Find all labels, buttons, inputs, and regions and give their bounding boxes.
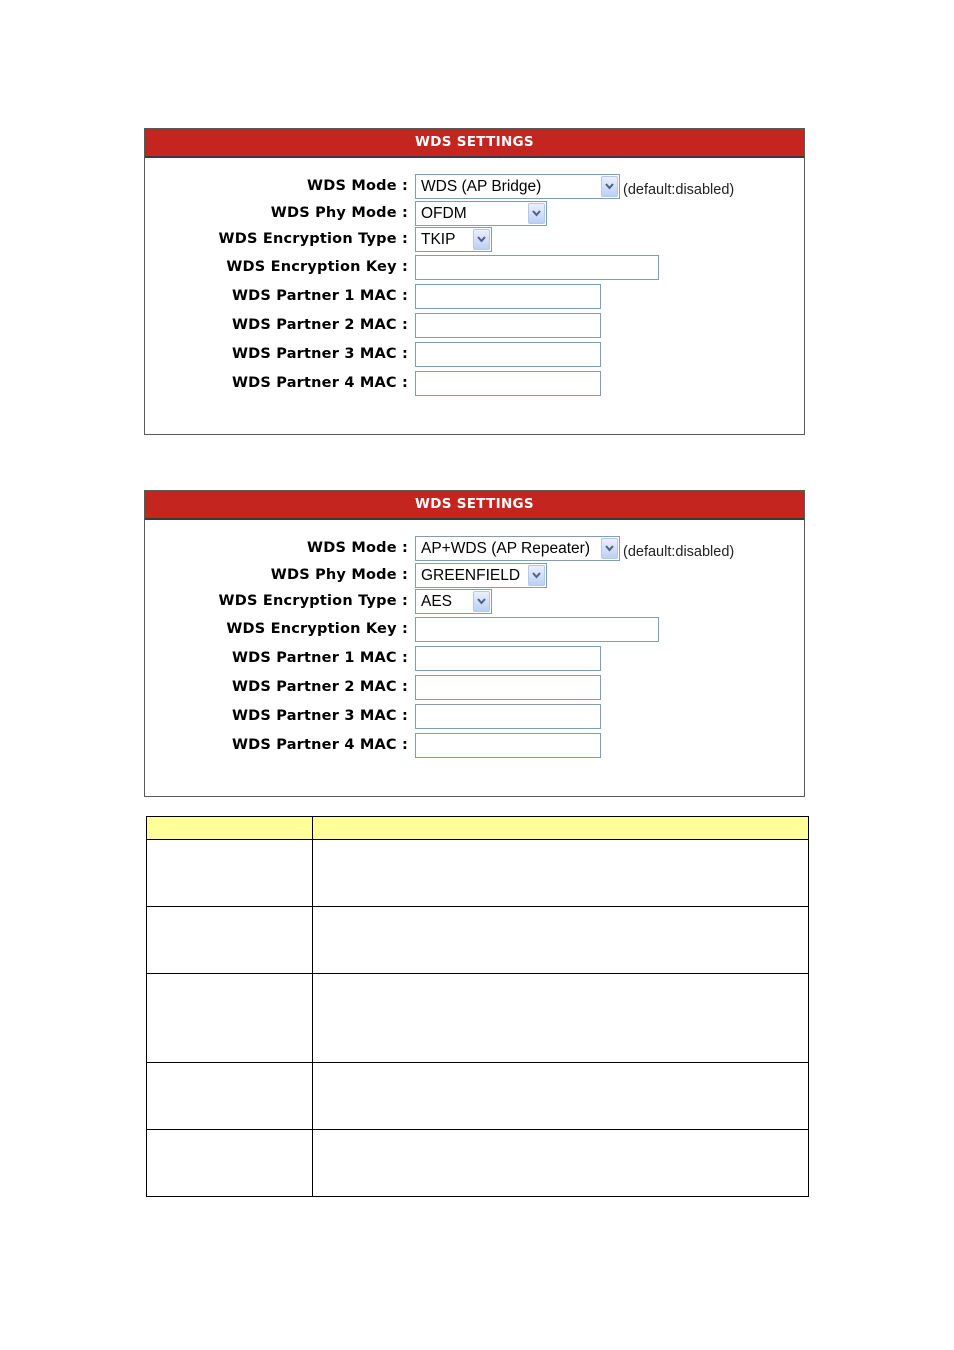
table-cell	[313, 907, 809, 974]
wds-encryption-type-select[interactable]	[415, 589, 492, 614]
chevron-down-icon[interactable]	[528, 203, 545, 224]
table-row	[147, 1063, 809, 1130]
chevron-down-icon[interactable]	[528, 565, 545, 586]
table-cell	[313, 974, 809, 1063]
wds-phy-mode-value: GREENFIELD	[421, 567, 521, 584]
chevron-down-icon[interactable]	[473, 229, 490, 250]
wds-partner-3-mac-input[interactable]	[415, 704, 601, 729]
wds-partner-3-mac-label: WDS Partner 3 MAC :	[231, 346, 408, 362]
wds-settings-panel-2	[144, 490, 805, 797]
wds-partner-2-mac-label: WDS Partner 2 MAC :	[231, 317, 408, 333]
wds-partner-1-mac-input[interactable]	[415, 284, 601, 309]
table-row	[147, 907, 809, 974]
wds-partner-1-mac-label: WDS Partner 1 MAC :	[231, 288, 408, 304]
wds-encryption-type-value: AES	[421, 593, 453, 610]
table-row	[147, 1130, 809, 1197]
wds-phy-mode-select[interactable]	[415, 563, 547, 588]
wds-phy-mode-label: WDS Phy Mode :	[270, 205, 408, 221]
table-cell	[313, 1130, 809, 1197]
wds-mode-select[interactable]	[415, 536, 620, 561]
table-row	[147, 840, 809, 907]
chevron-down-icon[interactable]	[473, 591, 490, 612]
wds-encryption-type-label: WDS Encryption Type :	[218, 231, 408, 247]
chevron-down-icon[interactable]	[601, 538, 618, 559]
wds-partner-3-mac-label: WDS Partner 3 MAC :	[231, 708, 408, 724]
wds-mode-label: WDS Mode :	[307, 540, 408, 556]
table-cell	[147, 840, 313, 907]
wds-mode-default-hint: (default:disabled)	[623, 544, 735, 560]
table-cell	[313, 840, 809, 907]
wds-encryption-type-value: TKIP	[421, 231, 456, 248]
panel-title: WDS SETTINGS	[145, 491, 804, 520]
panel-title: WDS SETTINGS	[145, 129, 804, 158]
wds-encryption-type-select[interactable]	[415, 227, 492, 252]
table-header-cell	[313, 817, 809, 840]
wds-mode-value: AP+WDS (AP Repeater)	[421, 540, 590, 557]
wds-partner-2-mac-input[interactable]	[415, 313, 601, 338]
wds-encryption-key-label: WDS Encryption Key :	[226, 259, 408, 275]
wds-mode-value: WDS (AP Bridge)	[421, 178, 542, 195]
table-header-row	[147, 817, 809, 840]
wds-partner-1-mac-input[interactable]	[415, 646, 601, 671]
wds-encryption-key-input[interactable]	[415, 617, 659, 642]
table-cell	[313, 1063, 809, 1130]
wds-partner-4-mac-input[interactable]	[415, 371, 601, 396]
wds-partner-2-mac-input[interactable]	[415, 675, 601, 700]
table-row	[147, 974, 809, 1063]
wds-partner-2-mac-label: WDS Partner 2 MAC :	[231, 679, 408, 695]
wds-mode-select[interactable]	[415, 174, 620, 199]
table-cell	[147, 907, 313, 974]
table-cell	[147, 974, 313, 1063]
description-table	[146, 816, 809, 1197]
wds-mode-default-hint: (default:disabled)	[623, 182, 735, 198]
wds-encryption-key-input[interactable]	[415, 255, 659, 280]
wds-partner-4-mac-label: WDS Partner 4 MAC :	[231, 375, 408, 391]
table-header-cell	[147, 817, 313, 840]
wds-partner-4-mac-input[interactable]	[415, 733, 601, 758]
table-cell	[147, 1063, 313, 1130]
chevron-down-icon[interactable]	[601, 176, 618, 197]
wds-mode-label: WDS Mode :	[307, 178, 408, 194]
table-cell	[147, 1130, 313, 1197]
wds-encryption-type-label: WDS Encryption Type :	[218, 593, 408, 609]
wds-partner-4-mac-label: WDS Partner 4 MAC :	[231, 737, 408, 753]
wds-phy-mode-label: WDS Phy Mode :	[270, 567, 408, 583]
wds-phy-mode-select[interactable]	[415, 201, 547, 226]
wds-partner-3-mac-input[interactable]	[415, 342, 601, 367]
wds-encryption-key-label: WDS Encryption Key :	[226, 621, 408, 637]
wds-phy-mode-value: OFDM	[421, 205, 467, 222]
wds-settings-panel-1	[144, 128, 805, 435]
wds-partner-1-mac-label: WDS Partner 1 MAC :	[231, 650, 408, 666]
